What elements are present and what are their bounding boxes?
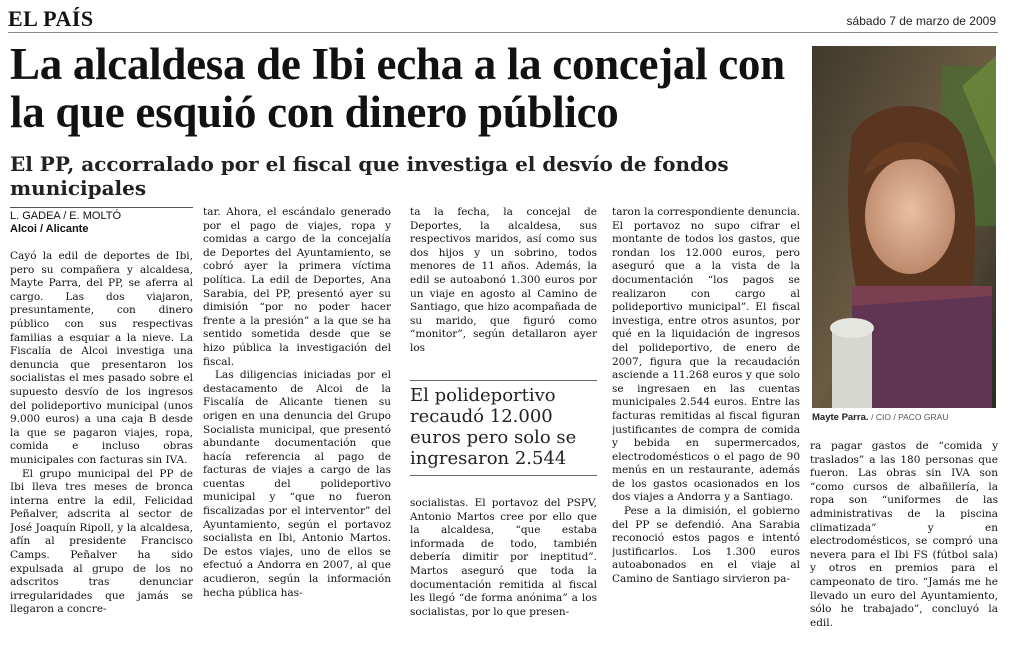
subheadline: El PP, accorralado por el fiscal que investiga el desvío de fondos municipales <box>10 152 729 200</box>
masthead-logo: EL PAÍS <box>8 6 94 31</box>
headline: La alcaldesa de Ibi echa a la concejal con la que esquió con dinero público <box>10 39 785 137</box>
photo-caption <box>812 412 998 423</box>
paragraph: ra pagar gastos de “comida y traslados” a las 180 personas que fueron. Las obras sin IVA son “como cursos de albañilería, la ropa son “uniformes de las administrativas de la piscina climatizada” y en electrodomésticos, se compró una nevera para el Ibi FS (fútbol sala) y otros en premios para el campeonato de tiro. “Jamás me he llevado un euro del Ayuntamiento, sólo he trabajado”, concluyó la edil. <box>810 440 998 629</box>
byline-authors: L. GADEA / E. MOLTÓ <box>10 210 122 222</box>
paragraph: taron la correspondiente denuncia. El portavoz no supo cifrar el montante de todos los gastos, que rondan los 12.000 euros, pero aseguró que a la vista de la documentación “los pagos se realizaron con cargo al polideportivo municipal”. El fiscal investiga, entre otros asuntos, por qué en la liquidación de ingresos del polideportivo, de enero de 2007, figura que la recaudación asciende a 11.268 euros y que solo se ingresaen en las cuentas municipales 2.544 euros. Entre las facturas remitidas al fiscal figuran justificantes de compra de comida y bebida en supermercados, electrodomésticos o el pago de 90 menús en un restaurante, además de los gastos ocasionados en los dos viajes a Andorra y a Santiago. <box>612 206 800 504</box>
caption-credit: / CIO / PACO GRAU <box>871 412 949 422</box>
paragraph: tar. Ahora, el escándalo generado por el pago de viajes, ropa y comidas a cargo de la concejalía de Deportes del Ayuntamiento, se cobró ayer la primera víctima política. La edil de Deportes, Ana Sarabia, del PP, presentó ayer su dimisión “por no poder hacer frente a la presión” a la que se ha sentido sometida desde que se hizo pública la investigación del fiscal. <box>203 206 391 368</box>
paragraph: El grupo municipal del PP de Ibi lleva tres meses de bronca interna entre la edil, Felicidad Peñalver, adscrita al sector de José Joaquín Ripoll, y la alcaldesa, afín al presidente Francisco Camps. Peñalver ha sido expulsada al grupo de los no adscritos tras denunciar irregularidades que jamás se llegaron a concre- <box>10 467 193 616</box>
pull-quote: El polideportivo recaudó 12.000 euros pero solo se ingresaron 2.544 <box>410 380 597 476</box>
paragraph: Pese a la dimisión, el gobierno del PP se defendió. Ana Sarabia reconoció estos pagos e intentó justificarlos. Los 1.300 euros autoabonados en el viaje al Camino de Santiago sirvieron pa- <box>612 505 800 586</box>
byline-location: Alcoi / Alicante <box>10 223 89 235</box>
header-rule <box>8 32 998 33</box>
caption-name: Mayte Parra. <box>812 412 869 423</box>
paragraph: socialistas. El portavoz del PSPV, Antonio Martos cree por ello que la alcaldesa, “que estaba informada de todo, también debería dimitir por ineptitud”. Martos aseguró que toda la documentación remitida al fiscal les llegó “de forma anónima” a los socialistas, por lo que presen- <box>410 497 597 618</box>
article-column-3-bottom <box>410 497 597 630</box>
article-column-1 <box>10 250 193 630</box>
paragraph: Cayó la edil de deportes de Ibi, pero su compañera y alcaldesa, Mayte Parra, del PP, se aferra al cargo. Las dos viajaron, presuntamente, con dinero público con sus respectivas familias a esquiar a la nieve. La Fiscalía de Alcoi investiga una denuncia que presentaron los socialistas el mes pasado sobre el supuesto desvío de los ingresos del polideportivo municipal (unos 9.000 euros) a una caja B desde la que se pagaron viajes, ropa, comida e incluso obras municipales con facturas sin IVA. <box>10 250 193 466</box>
byline <box>10 207 193 236</box>
publication-date: sábado 7 de marzo de 2009 <box>846 14 996 28</box>
article-column-3-top <box>410 206 597 358</box>
paragraph: Las diligencias iniciadas por el destacamento de Alcoi de la Fiscalía de Alicante tienen su origen en una denuncia del Grupo Socialista municipal, que presentó abundante documentación que hacía referencia al pago de facturas de viajes a cargo de las cuentas del polideportivo municipal y “que no fueron fiscalizadas por el interventor” del Ayuntamiento, según el portavoz socialista en Ibi, Antonio Martos. De estos viajes, uno de ellos se efectuó a Andorra en 2007, al que acudieron, según la información hecha pública has- <box>203 369 391 599</box>
article-column-4 <box>612 206 800 626</box>
paragraph: ta la fecha, la concejal de Deportes, la alcaldesa, sus respectivos maridos, así como sus dos hijos y un sobrino, todos menores de 11 años. Además, la edil se autoabonó 1.300 euros por un viaje en agosto al Camino de Santiago, que hizo acompañada de su marido, que figuró como “monitor”, según detallaron ayer los <box>410 206 597 354</box>
article-column-2 <box>203 206 391 636</box>
portrait-photo <box>812 46 996 408</box>
article-column-5 <box>810 440 998 630</box>
